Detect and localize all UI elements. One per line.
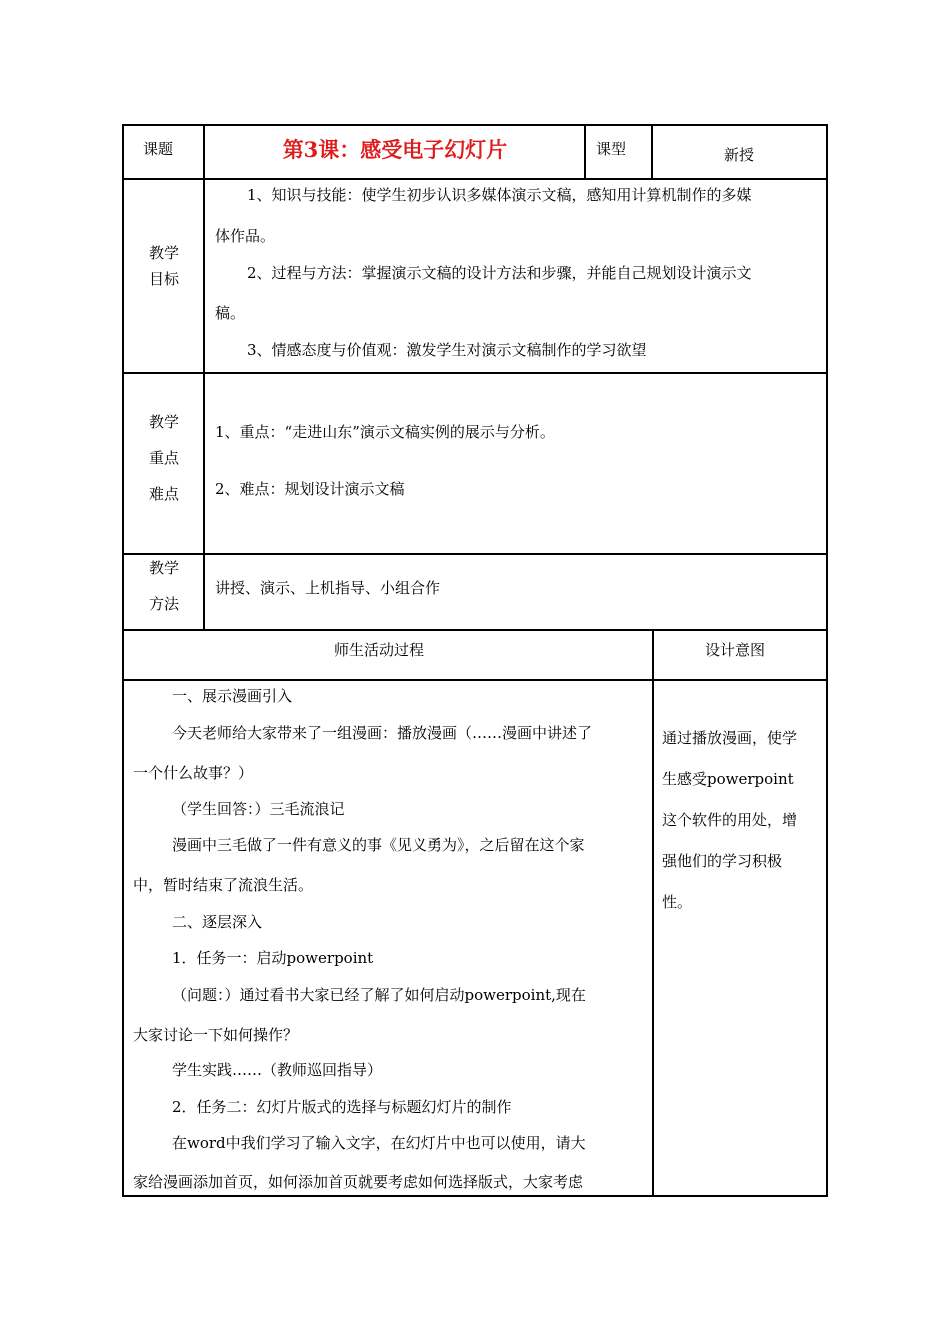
methods-value: 讲授、演示、上机指导、小组合作: [215, 579, 441, 597]
keypoints-label-line1: 教学: [148, 413, 179, 431]
objective-1-cont: 体作品。: [215, 227, 276, 245]
table-rule-4: [122, 629, 828, 631]
topic-label: 课题: [143, 140, 174, 158]
methods-label-line1: 教学: [148, 559, 179, 577]
process-line: 一个什么故事？）: [133, 764, 254, 782]
process-line: 学生实践……（教师巡回指导）: [172, 1061, 383, 1079]
intent-line: 性。: [662, 893, 693, 911]
process-line: 家给漫画添加首页，如何添加首页就要考虑如何选择版式，大家考虑: [133, 1173, 584, 1191]
lesson-title: 第3课：感受电子幻灯片: [282, 137, 508, 162]
intent-line: 强他们的学习积极: [662, 852, 783, 870]
table-rule-2: [122, 372, 828, 374]
objectives-label: [124, 240, 204, 292]
keypoints-label-line3: 难点: [148, 485, 179, 503]
objectives-label-line2: 目标: [148, 270, 179, 288]
process-line: 一、展示漫画引入: [172, 687, 293, 705]
title-type-divider: [584, 124, 586, 180]
process-line: 漫画中三毛做了一件有意义的事《见义勇为》，之后留在这个家: [172, 836, 585, 854]
objective-3: 3、情感态度与价值观：激发学生对演示文稿制作的学习欲望: [247, 341, 647, 359]
design-intent: [662, 718, 820, 923]
table-rule-5: [122, 679, 828, 681]
keypoints-label-line2: 重点: [148, 449, 179, 467]
key-point: 1、重点：“走进山东”演示文稿实例的展示与分析。: [215, 423, 555, 441]
process-header-intent: 设计意图: [705, 641, 766, 659]
keypoints-label: [124, 404, 204, 512]
type-value-divider: [651, 124, 653, 180]
intent-line: 通过播放漫画，使学: [662, 729, 798, 747]
process-header-activity: 师生活动过程: [334, 641, 425, 659]
process-line: 大家讨论一下如何操作？: [133, 1026, 299, 1044]
process-line: 2．任务二：幻灯片版式的选择与标题幻灯片的制作: [172, 1098, 512, 1116]
table-border-bottom: [122, 1195, 828, 1197]
process-line: （学生回答：）三毛流浪记: [172, 800, 345, 818]
objective-1: 1、知识与技能：使学生初步认识多媒体演示文稿，感知用计算机制作的多媒: [247, 186, 752, 204]
process-line: 1．任务一：启动powerpoint: [172, 949, 374, 967]
table-border-right: [826, 124, 828, 1197]
objective-2: 2、过程与方法：掌握演示文稿的设计方法和步骤，并能自己规划设计演示文: [247, 264, 752, 282]
table-rule-1: [122, 178, 828, 180]
intent-line: 这个软件的用处，增: [662, 811, 798, 829]
objectives-label-line1: 教学: [148, 244, 179, 262]
type-label: 课型: [596, 140, 627, 158]
table-border-top: [122, 124, 828, 126]
objective-2-cont: 稿。: [215, 304, 246, 322]
process-line: 中，暂时结束了流浪生活。: [133, 876, 314, 894]
process-line: 今天老师给大家带来了一组漫画：播放漫画（……漫画中讲述了: [172, 724, 593, 742]
difficult-point: 2、难点：规划设计演示文稿: [215, 480, 405, 498]
type-value: 新授: [724, 146, 755, 164]
process-line: 二、逐层深入: [172, 913, 263, 931]
methods-label: [124, 550, 204, 622]
process-intent-divider: [652, 629, 654, 1197]
process-line: 在word中我们学习了输入文字，在幻灯片中也可以使用，请大: [172, 1134, 586, 1152]
intent-line: 生感受powerpoint: [662, 770, 794, 788]
process-line: （问题：）通过看书大家已经了解了如何启动powerpoint,现在: [172, 986, 586, 1004]
methods-label-line2: 方法: [148, 595, 179, 613]
table-rule-3: [122, 553, 828, 555]
